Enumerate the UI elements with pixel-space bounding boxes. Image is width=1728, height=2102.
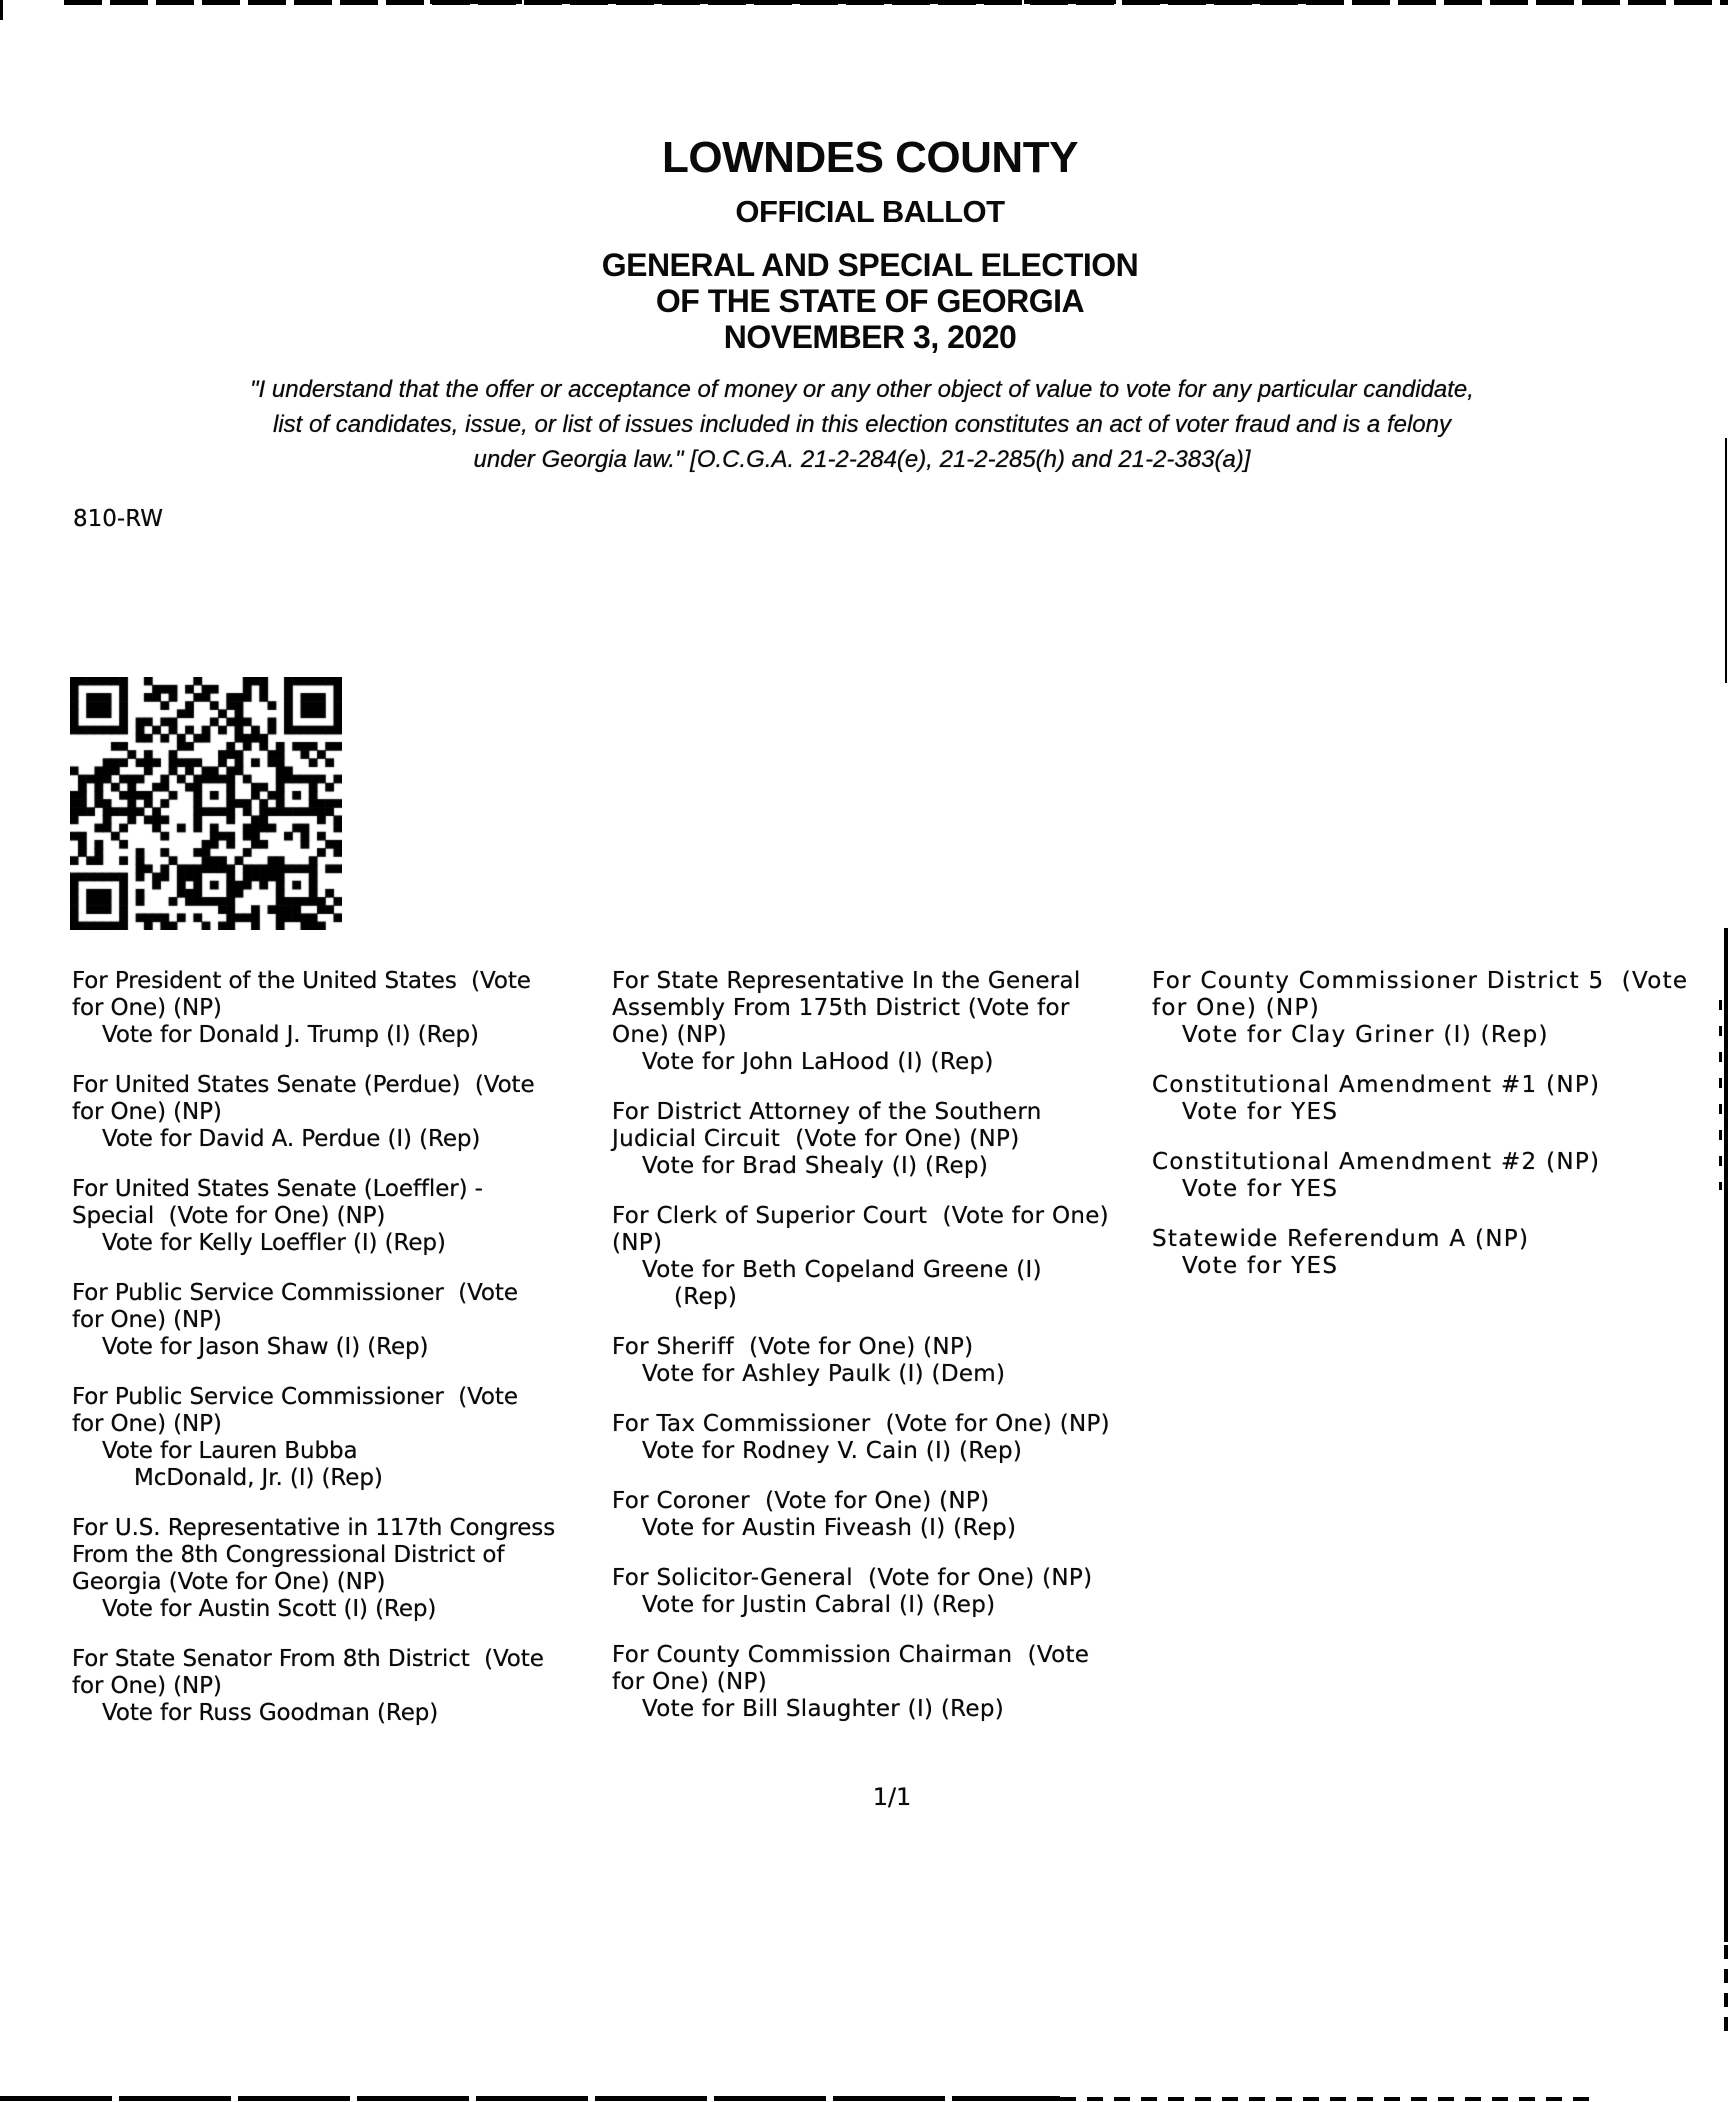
race-title-line: for One) (NP) [1152,995,1320,1021]
race-title-line: One) (NP) [612,1022,727,1048]
race-block [612,1099,1147,1180]
race-title-line: Constitutional Amendment #1 (NP) [1152,1072,1601,1098]
vote-line: Vote for Jason Shaw (I) (Rep) [102,1334,429,1360]
scan-artifact-bottom-edge [0,2096,1060,2101]
race-title-line: for One) (NP) [72,995,222,1021]
race-title-line: Assembly From 175th District (Vote for [612,995,1070,1021]
page-number: 1/1 [872,1783,912,1811]
race-block [1152,1072,1728,1126]
scan-artifact-right-line-bottom [1724,1945,1728,2037]
race-block [612,1565,1147,1619]
race-title-line: From the 8th Congressional District of [72,1542,505,1568]
race-block [612,1411,1147,1465]
race-title-line: For District Attorney of the Southern [612,1099,1042,1125]
race-title-line: for One) (NP) [72,1307,222,1333]
race-title-line: For United States Senate (Loeffler) - [72,1176,483,1202]
race-block [612,968,1147,1076]
race-title-line: For County Commissioner District 5 (Vote [1152,968,1689,994]
vote-line: Vote for Brad Shealy (I) (Rep) [642,1153,989,1179]
oath-line-2: list of candidates, issue, or list of issues included in this election constitutes an act of voter fraud and is a felony [273,411,1451,438]
scan-artifact-bottom-edge-2 [1060,2097,1590,2101]
race-title-line: Constitutional Amendment #2 (NP) [1152,1149,1601,1175]
vote-line: Vote for Beth Copeland Greene (I) [642,1257,1042,1283]
scan-artifact-left-tick [0,0,3,20]
oath-line-1: "I understand that the offer or acceptance of money or any other object of value to vote for any particular candidate, [250,376,1474,403]
vote-line: Vote for Austin Scott (I) (Rep) [102,1596,437,1622]
race-block [72,1072,607,1153]
vote-line: Vote for YES [1182,1099,1339,1125]
scan-artifact-right-line-upper [1725,438,1727,683]
vote-line: Vote for YES [1182,1176,1339,1202]
vote-line: Vote for Bill Slaughter (I) (Rep) [642,1696,1005,1722]
election-title-line-1: GENERAL AND SPECIAL ELECTION [601,247,1139,283]
vote-line: Vote for John LaHood (I) (Rep) [642,1049,994,1075]
oath-line-3: under Georgia law." [O.C.G.A. 21-2-284(e), 21-2-285(h) and 21-2-383(a)] [473,446,1251,473]
race-title-line: Georgia (Vote for One) (NP) [72,1569,386,1595]
vote-line: Vote for Justin Cabral (I) (Rep) [642,1592,996,1618]
race-title-line: Judicial Circuit (Vote for One) (NP) [612,1126,1020,1152]
race-title-line: Statewide Referendum A (NP) [1152,1226,1530,1252]
race-title-line: For Public Service Commissioner (Vote [72,1280,518,1306]
race-block [612,1203,1147,1311]
race-block [72,1280,607,1361]
scan-artifact-top-edge-2 [430,0,1310,4]
vote-line: Vote for Donald J. Trump (I) (Rep) [102,1022,479,1048]
race-title-line: for One) (NP) [612,1669,767,1695]
race-title-line: for One) (NP) [72,1099,222,1125]
vote-line: Vote for Kelly Loeffler (I) (Rep) [102,1230,446,1256]
ballot-style-number: 810-RW [73,506,163,532]
fraud-warning-text [0,372,1724,477]
race-block [72,1515,607,1623]
ballot-title: OFFICIAL BALLOT [735,194,1005,229]
election-title-line-2: OF THE STATE OF GEORGIA [655,283,1085,319]
vote-line: Vote for Austin Fiveash (I) (Rep) [642,1515,1017,1541]
vote-line: Vote for Clay Griner (I) (Rep) [1182,1022,1549,1048]
ballot-column-2 [612,968,1147,1746]
race-block [72,1176,607,1257]
race-title-line: For Clerk of Superior Court (Vote for One) [612,1203,1109,1229]
race-title-line: For Public Service Commissioner (Vote [72,1384,518,1410]
race-title-line: For Solicitor-General (Vote for One) (NP) [612,1565,1093,1591]
race-title-line: for One) (NP) [72,1673,222,1699]
race-title-line: For U.S. Representative in 117th Congress [72,1515,556,1541]
race-title-line: For United States Senate (Perdue) (Vote [72,1072,535,1098]
vote-line: Vote for David A. Perdue (I) (Rep) [102,1126,481,1152]
race-block [612,1642,1147,1723]
race-block [1152,968,1728,1049]
race-block [72,1384,607,1492]
race-title-line: For County Commission Chairman (Vote [612,1642,1090,1668]
ballot-column-1 [72,968,607,1750]
county-title: LOWNDES COUNTY [662,133,1078,182]
race-block [1152,1149,1728,1203]
race-block [72,968,607,1049]
vote-line: Vote for YES [1182,1253,1339,1279]
race-title-line: For President of the United States (Vote [72,968,531,994]
vote-line: Vote for Lauren Bubba [102,1438,358,1464]
race-title-line: For Tax Commissioner (Vote for One) (NP) [612,1411,1110,1437]
race-block [612,1488,1147,1542]
race-title-line: (NP) [612,1230,663,1256]
race-title-line: for One) (NP) [72,1411,222,1437]
vote-line: (Rep) [674,1284,738,1310]
race-block [72,1646,607,1727]
vote-line: Vote for Ashley Paulk (I) (Dem) [642,1361,1006,1387]
ballot-column-3 [1152,968,1728,1303]
vote-line: Vote for Rodney V. Cain (I) (Rep) [642,1438,1023,1464]
race-title-line: For Sheriff (Vote for One) (NP) [612,1334,974,1360]
vote-line: Vote for Russ Goodman (Rep) [102,1700,439,1726]
race-title-line: For Coroner (Vote for One) (NP) [612,1488,990,1514]
race-title-line: For State Representative In the General [612,968,1081,994]
election-date: NOVEMBER 3, 2020 [723,319,1017,355]
race-block [1152,1226,1728,1280]
race-block [612,1334,1147,1388]
vote-line: McDonald, Jr. (I) (Rep) [134,1465,383,1491]
race-title-line: Special (Vote for One) (NP) [72,1203,386,1229]
qr-code-icon [70,677,342,930]
race-title-line: For State Senator From 8th District (Vote [72,1646,544,1672]
